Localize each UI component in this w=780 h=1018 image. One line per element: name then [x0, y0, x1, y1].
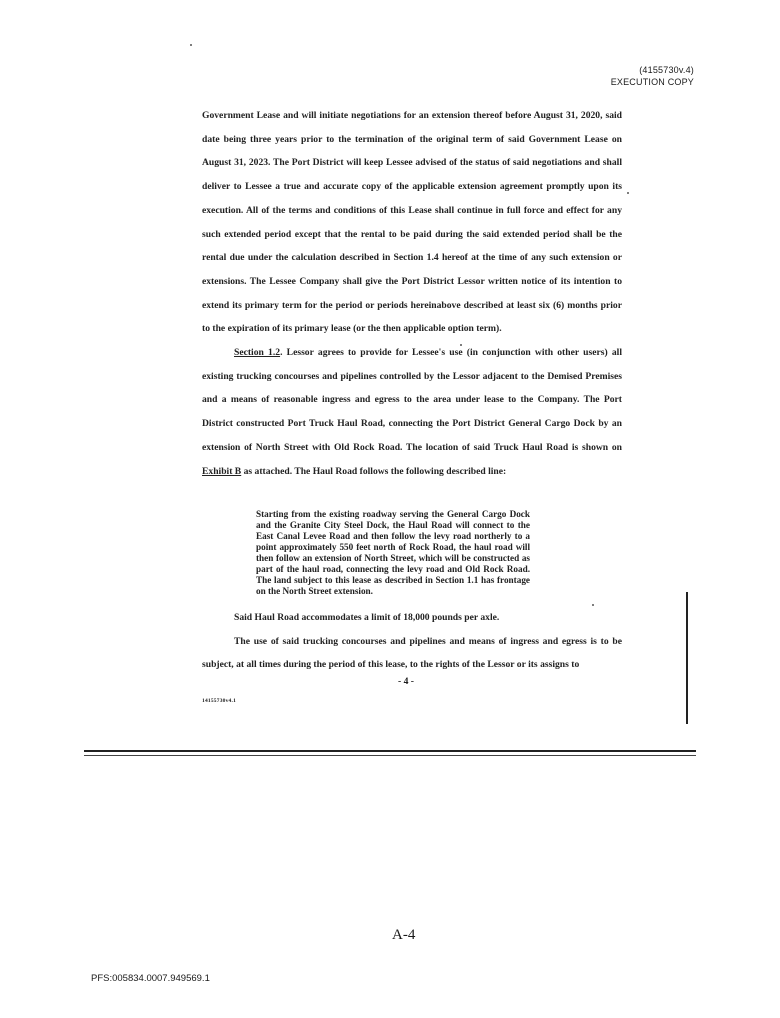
scan-speck [460, 344, 462, 346]
paragraph-section-1-2 [202, 341, 622, 483]
scan-speck [627, 192, 629, 194]
page-number: - 4 - [398, 676, 414, 687]
bates-number: PFS:005834.0007.949569.1 [91, 973, 210, 984]
document-header [611, 64, 694, 88]
paragraph-axle-limit: Said Haul Road accommodates a limit of 18,000 pounds per axle. [234, 612, 500, 623]
section-text-b: as attached. The Haul Road follows the following described line: [241, 465, 507, 477]
scan-speck [592, 604, 594, 606]
section-heading: Section 1.2 [234, 347, 281, 359]
page-divider-thick [84, 750, 696, 752]
lease-body-lower [202, 606, 622, 677]
execution-copy-label: EXECUTION COPY [610, 77, 694, 87]
exhibit-page-label: A-4 [392, 927, 416, 943]
paragraph-extension: Government Lease and will initiate negotiations for an extension thereof before August 31, 2020, said date being three years prior to the termination of the original term of said Government Lease on August 31, 2023. The Port District will keep Lessee advised of the status of said negotiations and shall deliver to Lessee a true and accurate copy of the applicable extension agreement promptly upon its execution. All of the terms and conditions of this Lease shall continue in full force and effect for any such extended period except that the rental to be paid during the said extended period shall be the rental due under the calculation described in Section 1.4 hereof at the time of any such extension or extensions. The Lessee Company shall give the Port District Lessor written notice of its intention to extend its primary term for the period or periods hereinabove described at least six (6) months prior to the expiration of its primary lease (or the then applicable option term). [202, 110, 622, 335]
section-text-a: . Lessor agrees to provide for Lessee's use (in conjunction with other users) all existing trucking concourses and pipelines controlled by the Lessor adjacent to the Demised Premises and a means of reasonable ingress and egress to the area under lease to the Company. The Port District constructed Port Truck Haul Road, connecting the Port District General Cargo Dock by an extension of North Street with Old Rock Road. The location of said Truck Haul Road is shown on [202, 347, 622, 453]
document-id: (4155730v.4) [639, 65, 694, 75]
scan-speck [190, 44, 192, 46]
lease-body-upper [202, 104, 622, 483]
footer-document-code: 14155730v4.1 [202, 698, 237, 704]
exhibit-reference: Exhibit B [202, 465, 242, 477]
paragraph-use-rights: The use of said trucking concourses and pipelines and means of ingress and egress is to be subject, at all times during the period of this lease, to the rights of the Lessor or its assigns to [202, 635, 622, 671]
page-divider-thin [84, 755, 696, 756]
margin-bar [686, 592, 688, 724]
haul-road-description: Starting from the existing roadway serving the General Cargo Dock and the Granite City Steel Dock, the Haul Road will connect to the East Canal Levee Road and then follow the levy road northerly to a point approximately 550 feet north of Rock Road, the haul road will then follow an extension of North Street, which will be constructed as part of the haul road, connecting the levy road and Old Rock Road. The land subject to this lease as described in Section 1.1 has frontage on the North Street extension. [256, 509, 530, 596]
